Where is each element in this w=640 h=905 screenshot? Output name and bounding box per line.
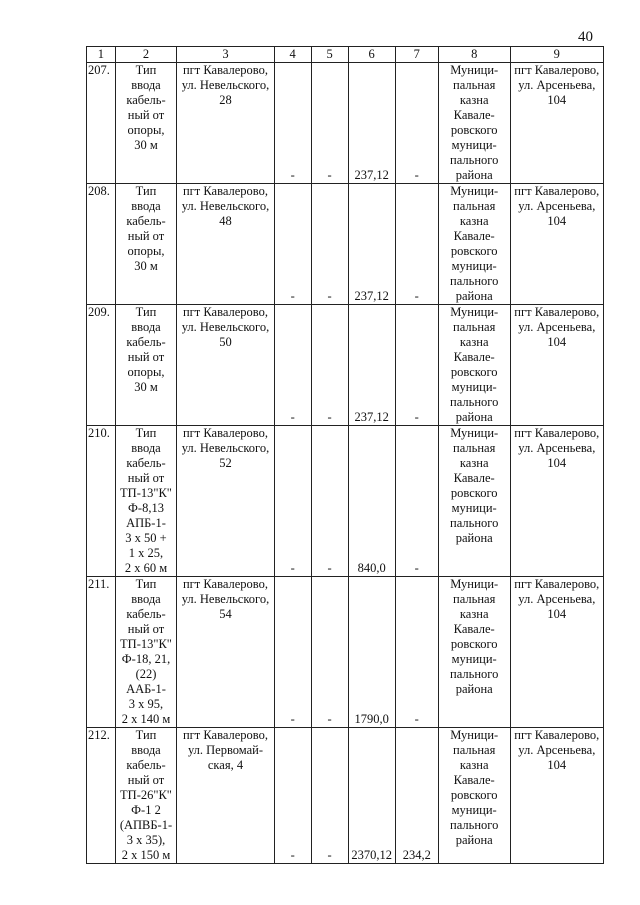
col4-value: - <box>274 426 311 577</box>
col4-value: - <box>274 184 311 305</box>
holder-address: пгт Кавалерово, ул. Арсеньева, 104 <box>510 577 603 728</box>
row-number: 209. <box>87 305 116 426</box>
object-address: пгт Кавалерово, ул. Первомай- ская, 4 <box>177 728 274 864</box>
owner-cell: Муници- пальная казна Кавале- ровского муници- пального района <box>438 728 510 864</box>
row-number: 207. <box>87 63 116 184</box>
column-header: 2 <box>115 47 177 63</box>
holder-address: пгт Кавалерово, ул. Арсеньева, 104 <box>510 184 603 305</box>
table-row <box>87 184 604 305</box>
col5-value: - <box>311 577 348 728</box>
col5-value: - <box>311 426 348 577</box>
object-address: пгт Кавалерово, ул. Невельского, 48 <box>177 184 274 305</box>
row-number: 208. <box>87 184 116 305</box>
column-header: 7 <box>395 47 438 63</box>
object-address: пгт Кавалерово, ул. Невельского, 52 <box>177 426 274 577</box>
holder-address: пгт Кавалерово, ул. Арсеньева, 104 <box>510 305 603 426</box>
col6-value: 237,12 <box>348 63 395 184</box>
row-number: 211. <box>87 577 116 728</box>
col4-value: - <box>274 63 311 184</box>
col5-value: - <box>311 63 348 184</box>
holder-address: пгт Кавалерово, ул. Арсеньева, 104 <box>510 426 603 577</box>
column-header: 3 <box>177 47 274 63</box>
property-registry-table <box>86 46 604 864</box>
object-name: Тип ввода кабель- ный от опоры, 30 м <box>115 305 177 426</box>
col7-value: - <box>395 184 438 305</box>
col5-value: - <box>311 184 348 305</box>
table-row <box>87 426 604 577</box>
col6-value: 2370,12 <box>348 728 395 864</box>
col6-value: 1790,0 <box>348 577 395 728</box>
owner-cell: Муници- пальная казна Кавале- ровского муници- пального района <box>438 184 510 305</box>
object-name: Тип ввода кабель- ный от ТП-26"К" Ф-1 2 (АПВБ-1- 3 х 35), 2 х 150 м <box>115 728 177 864</box>
column-header: 6 <box>348 47 395 63</box>
owner-cell: Муници- пальная казна Кавале- ровского муници- пального района <box>438 63 510 184</box>
object-address: пгт Кавалерово, ул. Невельского, 54 <box>177 577 274 728</box>
column-header: 8 <box>438 47 510 63</box>
col5-value: - <box>311 728 348 864</box>
col5-value: - <box>311 305 348 426</box>
holder-address: пгт Кавалерово, ул. Арсеньева, 104 <box>510 728 603 864</box>
col7-value: - <box>395 63 438 184</box>
object-address: пгт Кавалерово, ул. Невельского, 28 <box>177 63 274 184</box>
col7-value: - <box>395 577 438 728</box>
col4-value: - <box>274 305 311 426</box>
owner-cell: Муници- пальная казна Кавале- ровского муници- пального района <box>438 577 510 728</box>
owner-cell: Муници- пальная казна Кавале- ровского муници- пального района <box>438 426 510 577</box>
col4-value: - <box>274 728 311 864</box>
col7-value: - <box>395 426 438 577</box>
col6-value: 840,0 <box>348 426 395 577</box>
col6-value: 237,12 <box>348 305 395 426</box>
col7-value: 234,2 <box>395 728 438 864</box>
owner-cell: Муници- пальная казна Кавале- ровского муници- пального района <box>438 305 510 426</box>
object-name: Тип ввода кабель- ный от опоры, 30 м <box>115 184 177 305</box>
col6-value: 237,12 <box>348 184 395 305</box>
column-header: 4 <box>274 47 311 63</box>
table-row <box>87 728 604 864</box>
column-header: 5 <box>311 47 348 63</box>
object-name: Тип ввода кабель- ный от ТП-13"К" Ф-8,13 АПБ-1- 3 х 50 + 1 х 25, 2 х 60 м <box>115 426 177 577</box>
row-number: 210. <box>87 426 116 577</box>
col4-value: - <box>274 577 311 728</box>
object-name: Тип ввода кабель- ный от опоры, 30 м <box>115 63 177 184</box>
column-header: 1 <box>87 47 116 63</box>
row-number: 212. <box>87 728 116 864</box>
object-address: пгт Кавалерово, ул. Невельского, 50 <box>177 305 274 426</box>
table-row <box>87 63 604 184</box>
column-header: 9 <box>510 47 603 63</box>
table-row <box>87 305 604 426</box>
column-number-header-row <box>87 47 604 63</box>
table-row <box>87 577 604 728</box>
holder-address: пгт Кавалерово, ул. Арсеньева, 104 <box>510 63 603 184</box>
object-name: Тип ввода кабель- ный от ТП-13"К" Ф-18, 21, (22) ААБ-1- 3 х 95, 2 х 140 м <box>115 577 177 728</box>
page-number: 40 <box>578 29 593 45</box>
col7-value: - <box>395 305 438 426</box>
